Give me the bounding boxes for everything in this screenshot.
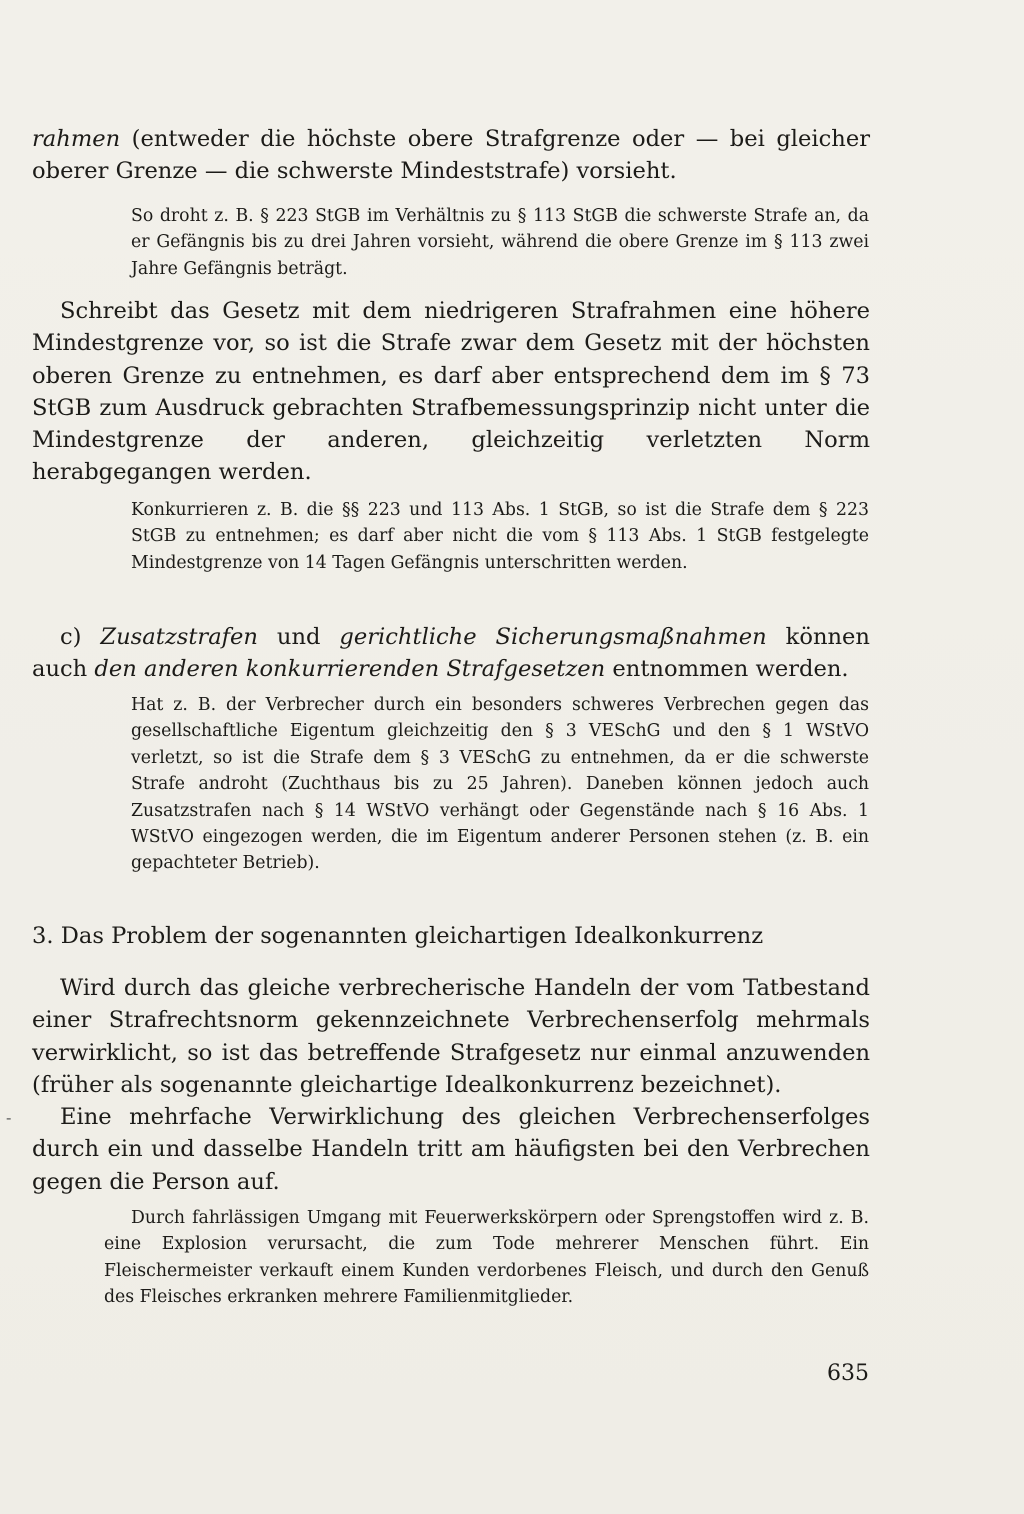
- section-heading: 3. Das Problem der sogenannten gleichartigen Idealkonkurrenz: [32, 923, 764, 949]
- paragraph-text: und: [257, 624, 340, 650]
- paragraph: Eine mehrfache Verwirklichung des gleichen Verbrechenserfolges durch ein und dasselbe Handeln tritt am häufigsten bei den Verbrechen gegen die Person auf.: [32, 1104, 870, 1195]
- paragraph-text: entnommen werden.: [605, 656, 849, 683]
- example-paragraph: So droht z. B. § 223 StGB im Verhältnis zu § 113 StGB die schwerste Strafe an, da er Gefängnis bis zu drei Jahren vorsieht, während die obere Grenze im § 113 zwei Jahre Gefängnis beträgt.: [131, 206, 869, 279]
- list-marker: c): [60, 624, 101, 650]
- italic-term: Zusatzstrafen: [100, 624, 258, 650]
- example-paragraph: Durch fahrlässigen Umgang mit Feuerwerkskörpern oder Sprengstoffen wird z. B. eine Explosion verursacht, die zum Tode mehrerer Menschen führt. Ein Fleischermeister verkauft einem Kunden verdorbenes Fleisch, und durch den Genuß des Fleisches erkranken mehrere Familienmitglieder.: [104, 1208, 869, 1308]
- paragraph: Wird durch das gleiche verbrecherische Handeln der vom Tatbestand einer Strafrechtsnorm gekennzeichnete Verbrechenserfolg mehrmals verwirklicht, so ist das betreffende Strafgesetz nur einmal anzuwenden (früher als sogenannte gleichartige Idealkonkurrenz bezeichnet).: [32, 975, 870, 1098]
- page-number: 635: [827, 1361, 869, 1386]
- paragraph: Schreibt das Gesetz mit dem niedrigeren Strafrahmen eine höhere Mindestgrenze vor, so ist die Strafe zwar dem Gesetz mit der höchsten oberen Grenze zu entnehmen, es darf aber entsprechend dem im § 73 StGB zum Ausdruck gebrachten Strafbemessungsprinzip nicht unter die Mindestgrenze der anderen, gleichzeitig verletzten Norm herabgegangen werden.: [32, 298, 870, 486]
- paragraph-continuation: [32, 123, 870, 188]
- italic-term: rahmen: [32, 126, 121, 152]
- paragraph-c: [32, 621, 870, 686]
- italic-term: gerichtliche Sicherungsmaßnahmen: [339, 624, 767, 650]
- example-paragraph: Hat z. B. der Verbrecher durch ein besonders schweres Verbrechen gegen das gesellschaftliche Eigentum gleichzeitig den § 3 VESchG und den § 1 WStVO verletzt, so ist die Strafe dem § 3 VESchG zu entnehmen, da er die schwerste Strafe androht (Zuchthaus bis zu 25 Jahren). Daneben können jedoch auch Zusatzstrafen nach § 14 WStVO verhängt oder Gegenstände nach § 16 Abs. 1 WStVO eingezogen werden, die im Eigentum anderer Personen stehen (z. B. ein gepachteter Betrieb).: [131, 695, 869, 874]
- italic-term: den anderen konkurrierenden Strafgesetzen: [94, 656, 606, 683]
- margin-mark: -: [6, 1108, 12, 1127]
- paragraph-text: (entweder die höchste obere Strafgrenze oder — bei gleicher oberer Grenze — die schwerste Mindeststrafe) vorsieht.: [32, 126, 870, 185]
- example-paragraph: Konkurrieren z. B. die §§ 223 und 113 Abs. 1 StGB, so ist die Strafe dem § 223 StGB zu entnehmen; es darf aber nicht die vom § 113 Abs. 1 StGB festgelegte Mindestgrenze von 14 Tagen Gefängnis unterschritten werden.: [131, 500, 869, 573]
- paragraph-text: können auch: [32, 624, 870, 683]
